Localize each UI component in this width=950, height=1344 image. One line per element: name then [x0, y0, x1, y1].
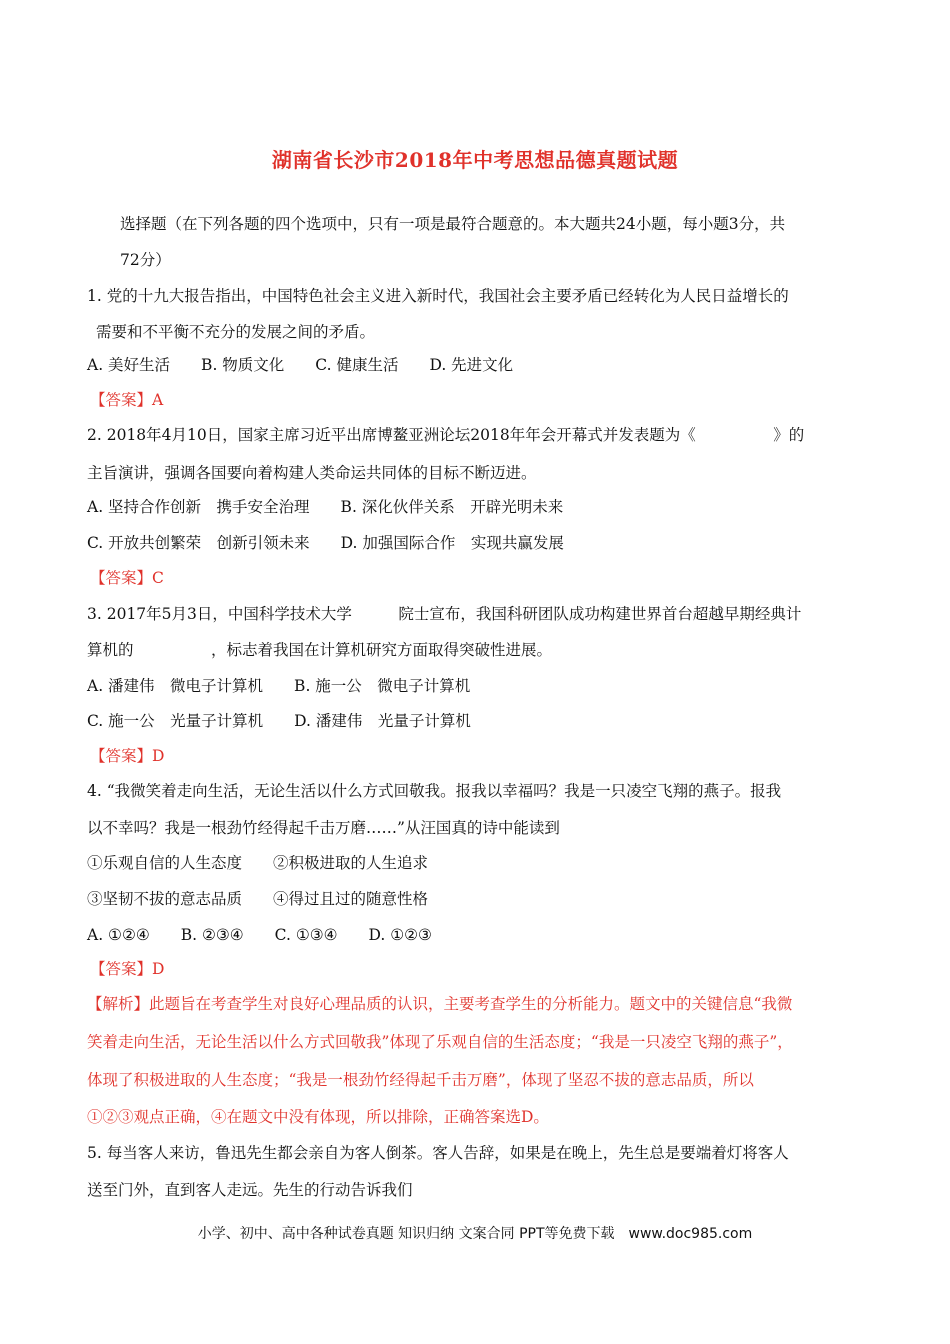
question-2-option: C. 开放共创繁荣 创新引领未来 D. 加强国际合作 实现共赢发展 [87, 534, 564, 552]
question-2-answer: 【答案】C [90, 569, 164, 587]
question-4-stem: 4. “我微笑着走向生活，无论生活以什么方式回敬我。报我以幸福吗？我是一只凌空飞翔的燕子。报我 [87, 782, 782, 800]
question-4-option: ①乐观自信的人生态度 ②积极进取的人生追求 [87, 854, 429, 872]
question-4-analysis: 笑着走向生活，无论生活以什么方式回敬我”体现了乐观自信的生活态度；“我是一只凌空飞翔的燕子”， [87, 1033, 793, 1051]
question-1-answer: 【答案】A [90, 391, 164, 409]
instructions-line: 选择题（在下列各题的四个选项中，只有一项是最符合题意的。本大题共24小题，每小题3分，共 [120, 215, 786, 233]
page-title: 湖南省长沙市2018年中考思想品德真题试题 [271, 148, 679, 172]
question-2-stem: 2. 2018年4月10日，国家主席习近平出席博鳌亚洲论坛2018年年会开幕式并发表题为《 》的 [87, 426, 805, 444]
question-3-answer: 【答案】D [90, 747, 165, 765]
question-3-option: A. 潘建伟 微电子计算机 B. 施一公 微电子计算机 [87, 677, 471, 695]
page-footer: 小学、初中、高中各种试卷真题 知识归纳 文案合同 PPT等免费下载 www.doc985.com [197, 1226, 753, 1242]
instructions-line: 72分） [120, 251, 171, 269]
question-4-analysis: 【解析】此题旨在考查学生对良好心理品质的认识，主要考查学生的分析能力。题文中的关键信息“我微 [87, 995, 793, 1013]
question-3-stem: 算机的 ，标志着我国在计算机研究方面取得突破性进展。 [87, 641, 553, 659]
question-4-option: A. ①②④ B. ②③④ C. ①③④ D. ①②③ [87, 926, 432, 944]
question-4-answer: 【答案】D [90, 960, 165, 978]
question-1-stem: 1. 党的十九大报告指出，中国特色社会主义进入新时代，我国社会主要矛盾已经转化为人民日益增长的 [87, 287, 789, 305]
question-1-stem: 需要和不平衡不充分的发展之间的矛盾。 [96, 323, 376, 341]
question-3-option: C. 施一公 光量子计算机 D. 潘建伟 光量子计算机 [87, 712, 471, 730]
question-5-stem: 送至门外，直到客人走远。先生的行动告诉我们 [87, 1181, 413, 1199]
question-4-analysis: 体现了积极进取的人生态度；“我是一根劲竹经得起千击万磨”，体现了坚忍不拔的意志品质，所以 [87, 1071, 754, 1089]
question-4-analysis: ①②③观点正确，④在题文中没有体现，所以排除，正确答案选D。 [87, 1108, 549, 1126]
question-2-option: A. 坚持合作创新 携手安全治理 B. 深化伙伴关系 开辟光明未来 [87, 498, 564, 516]
question-3-stem: 3. 2017年5月3日，中国科学技术大学 院士宣布，我国科研团队成功构建世界首台超越早期经典计 [87, 605, 802, 623]
question-4-stem: 以不幸吗？我是一根劲竹经得起千击万磨……”从汪国真的诗中能读到 [87, 819, 560, 837]
question-4-option: ③坚韧不拔的意志品质 ④得过且过的随意性格 [87, 890, 429, 908]
question-1-options: A. 美好生活 B. 物质文化 C. 健康生活 D. 先进文化 [87, 356, 514, 374]
question-2-stem: 主旨演讲，强调各国要向着构建人类命运共同体的目标不断迈进。 [87, 464, 537, 482]
question-5-stem: 5. 每当客人来访，鲁迅先生都会亲自为客人倒茶。客人告辞，如果是在晚上，先生总是要端着灯将客人 [87, 1144, 789, 1162]
